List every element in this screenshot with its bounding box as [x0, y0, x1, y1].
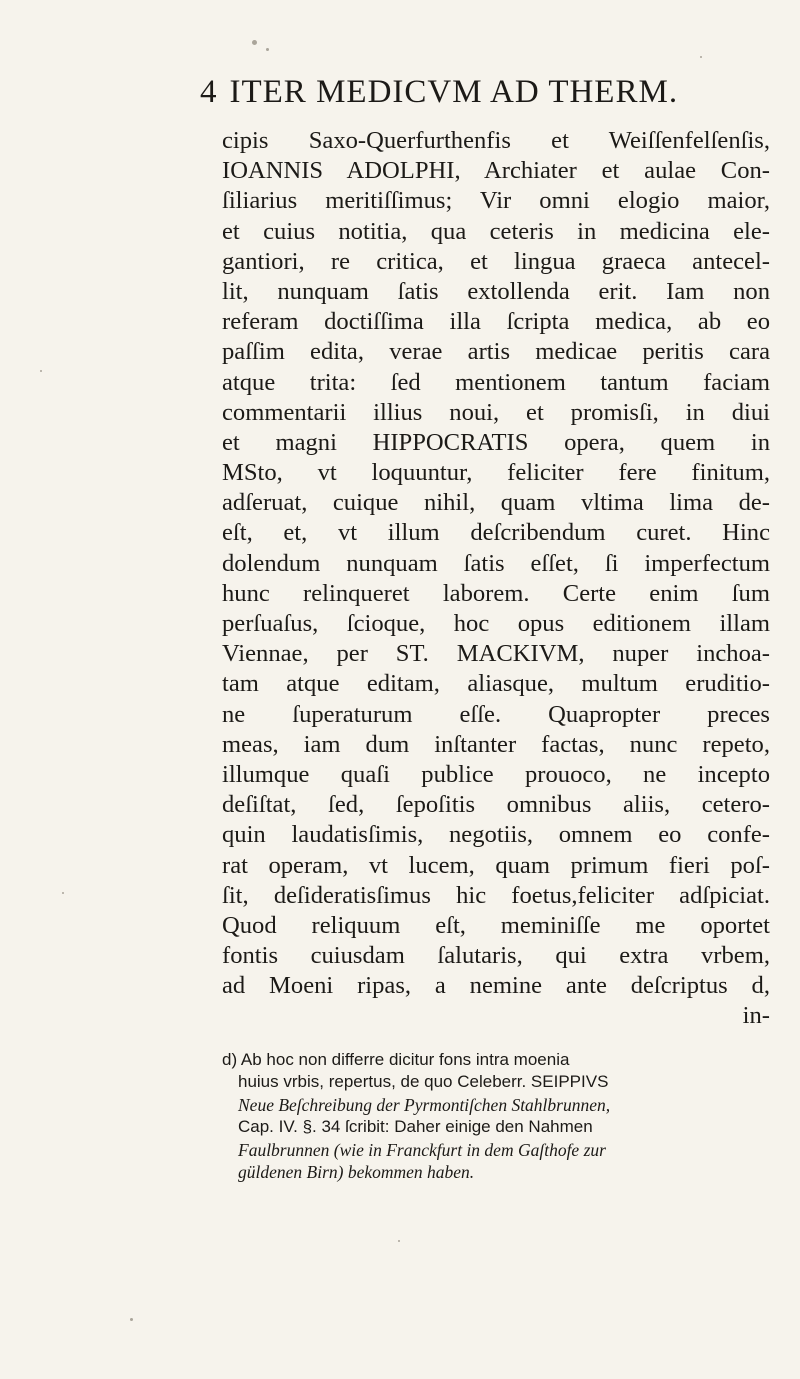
running-title: ITER MEDICVM AD THERM. — [229, 74, 679, 110]
text-line: Viennae, per ST. MACKIVM, nuper inchoa- — [222, 640, 770, 668]
text-line: ſit, deſideratisſimus hic foetus,feliciter adſpiciat. — [222, 881, 770, 909]
footnote — [222, 1049, 770, 1183]
text-line: referam doctiſſima illa ſcripta medica, ab eo — [222, 308, 770, 336]
page-number: 4 — [200, 74, 218, 110]
text-line: gantiori, re critica, et lingua graeca antecel- — [222, 247, 770, 275]
text-line: perſuaſus, ſcioque, hoc opus editionem illam — [222, 610, 770, 637]
footnote-line: Faulbrunnen (wie in Franckfurt in dem Gaſthofe zur — [238, 1139, 606, 1160]
running-header — [200, 74, 760, 118]
text-line: quin laudatisſimis, negotiis, omnem eo confe- — [222, 821, 770, 849]
text-line: IOANNIS ADOLPHI, Archiater et aulae Con- — [222, 157, 770, 185]
text-line: MSto, vt loquuntur, feliciter fere finitum, — [222, 459, 770, 487]
footnote-line: Cap. IV. §. 34 ſcribit: Daher einige den Nahmen — [238, 1117, 593, 1137]
text-line: deſiſtat, ſed, ſepoſitis omnibus aliis, cetero- — [222, 791, 770, 819]
text-line: eſt, et, vt illum deſcribendum curet. Hinc — [222, 519, 770, 547]
text-line: ſiliarius meritiſſimus; Vir omni elogio maior, — [222, 187, 770, 215]
footnote-line: güldenen Birn) bekommen haben. — [238, 1161, 475, 1182]
text-line: illumque quaſi publice prouoco, ne incepto — [222, 760, 770, 788]
text-line: paſſim edita, verae artis medicae peritis cara — [222, 338, 770, 366]
text-line: tam atque editam, aliasque, multum eruditio- — [222, 670, 770, 698]
text-line: ad Moeni ripas, a nemine ante deſcriptus d, — [222, 972, 770, 1000]
text-line: rat operam, vt lucem, quam primum fieri poſ- — [222, 851, 770, 879]
catchword: in- — [742, 1002, 770, 1030]
text-line: fontis cuiusdam ſalutaris, qui extra vrbem, — [222, 942, 770, 970]
footnote-line: Neue Beſchreibung der Pyrmontiſchen Stahlbrunnen, — [238, 1094, 611, 1115]
text-line: meas, iam dum inſtanter factas, nunc repeto, — [222, 730, 770, 758]
text-line: lit, nunquam ſatis extollenda erit. Iam non — [222, 277, 770, 305]
text-line: atque trita: ſed mentionem tantum faciam — [222, 368, 770, 396]
text-line: et cuius notitia, qua ceteris in medicina ele- — [222, 217, 770, 245]
text-line: cipis Saxo-Querfurthenfis et Weiſſenfelſenſis, — [222, 127, 770, 154]
footnote-line: huius vrbis, repertus, de quo Celeberr. SEIPPIVS — [238, 1072, 609, 1092]
text-line: hunc relinqueret laborem. Certe enim ſum — [222, 579, 770, 607]
text-line: ne ſuperaturum eſſe. Quapropter preces — [222, 700, 770, 728]
main-text — [222, 126, 770, 1032]
text-line: Quod reliquum eſt, meminiſſe me oportet — [222, 911, 770, 939]
text-line: adſeruat, cuique nihil, quam vltima lima de- — [222, 489, 770, 517]
text-line: dolendum nunquam ſatis eſſet, ſi imperfectum — [222, 549, 770, 577]
text-line: et magni HIPPOCRATIS opera, quem in — [222, 428, 770, 456]
footnote-line: d) Ab hoc non differre dicitur fons intra moenia — [222, 1050, 570, 1069]
text-line: commentarii illius noui, et promisſi, in diui — [222, 398, 770, 426]
